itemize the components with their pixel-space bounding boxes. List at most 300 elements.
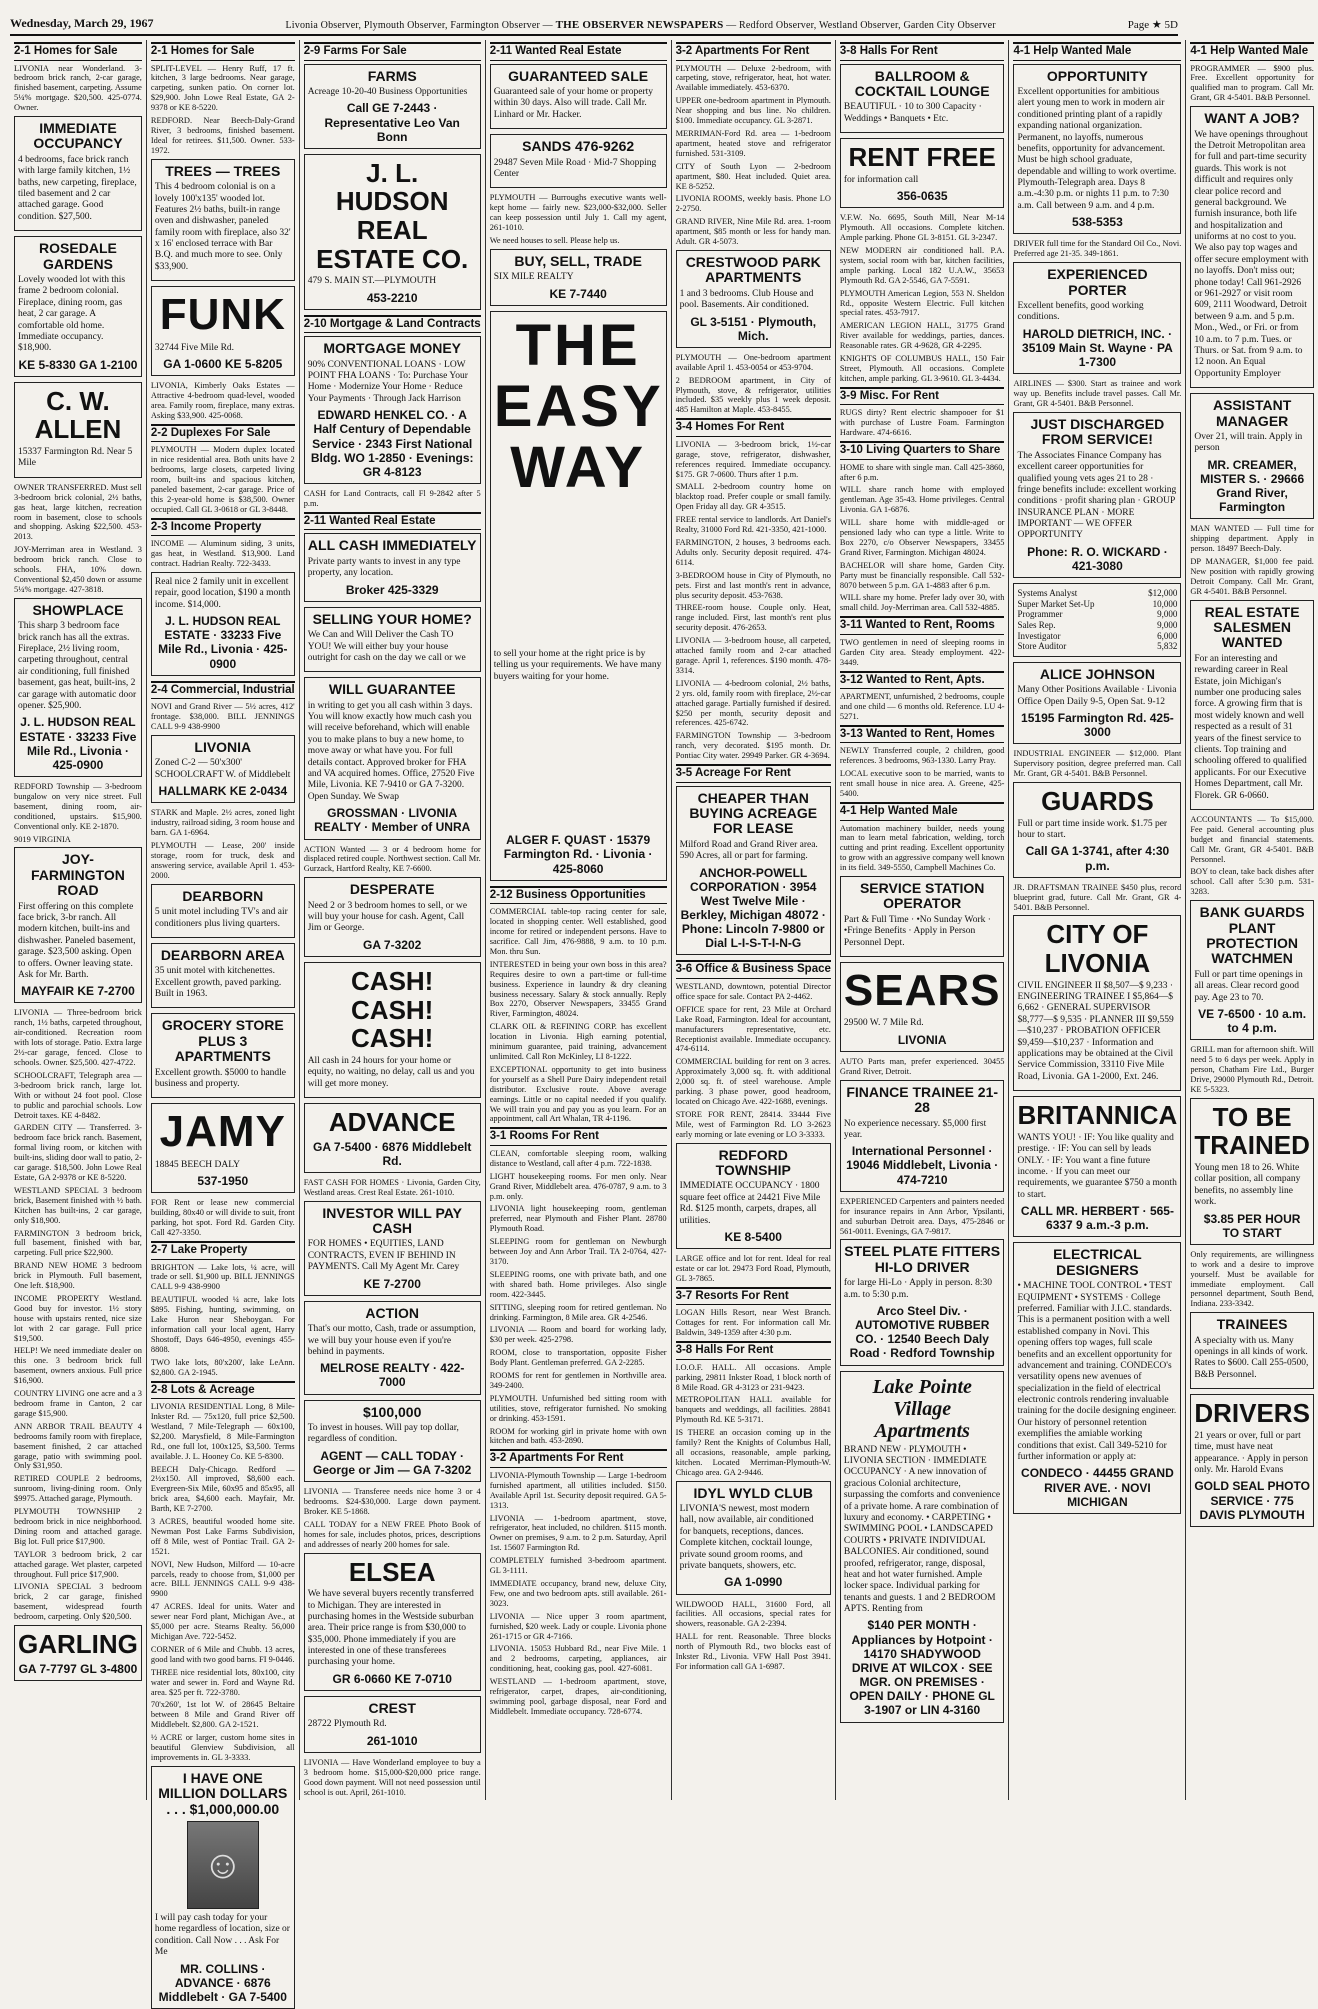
section-header: 2-3 Income Property bbox=[151, 518, 295, 537]
section-header: 4-1 Help Wanted Male bbox=[1013, 42, 1181, 61]
display-ad bbox=[304, 607, 481, 673]
section-header: 2-1 Homes for Sale bbox=[14, 42, 142, 61]
classified-ad: LOCAL executive soon to be married, wants to rent small house in nice area. A. Greene, 425-5400. bbox=[839, 769, 1005, 799]
display-ad bbox=[1013, 64, 1181, 235]
display-ad-contact: ALGER F. QUAST · 15379 Farmington Rd. · Livonia · 425-8060 bbox=[503, 833, 653, 876]
display-ad-body: BRAND NEW · PLYMOUTH • LIVONIA SECTION · IMMEDIATE OCCUPANCY · A new innovation of gracious Colonial architecture, surpassing the comforts and convenience of a private home. A rare combination of luxury and economy. • CARPETING • SWIMMING POOL • LANDSCAPED COURTS • PRIVATE INDIVIDUAL BALCONIES. Air conditioned, sound proofed, refrigerator, range, disposal, heat and hot water furnished. Ample locker space. Individual parking for tenants and guests. 1 and 2 BEDROOM APTS. Renting from bbox=[843, 1444, 1001, 1615]
display-ad-headline: ALL CASH IMMEDIATELY bbox=[307, 537, 477, 554]
classified-ad: ANN ARBOR TRAIL BEAUTY 4 bedrooms family room with fireplace, basement finished, 2 car attached garage, patio with swimming pool. Only $31,950. bbox=[14, 1421, 142, 1471]
display-ad bbox=[676, 786, 831, 956]
display-ad-body: Real nice 2 family unit in excellent repair, good location, $190 a month income. $14,000. bbox=[154, 576, 291, 610]
display-ad-headline: CASH! CASH! CASH! bbox=[351, 965, 434, 1054]
classified-ad: NEWLY Transferred couple, 2 children, good references. 3 bedrooms, 963-1330. Larry Pray. bbox=[839, 746, 1005, 766]
display-ad-headline: CREST bbox=[368, 1700, 416, 1717]
display-ad-body: Young men 18 to 26. White collar position, all company benefits, no assembly line work. bbox=[1194, 1162, 1301, 1208]
section-header: 3-7 Resorts For Rent bbox=[676, 1287, 831, 1306]
display-ad-headline: ELSEA bbox=[348, 1556, 436, 1587]
classified-ad: IS THERE an occasion coming up in the family? Rent the Knights of Columbus Hall, all occasions, reasonable, ample parking, kitchen. Located Merriman-Plymouth-W. Chicago area. GA 2-9446. bbox=[675, 1428, 831, 1477]
classified-ad: ACTION Wanted — 3 or 4 bedroom home for displaced retired couple. Northwest section. Call Mr. Gurzack, Hartford Realty, KE 7-6600. bbox=[303, 844, 481, 874]
display-ad-headline: FARMS bbox=[367, 67, 417, 84]
classified-ad: EXPERIENCED Carpenters and painters needed for insurance repairs in Ann Arbor, Ypsilanti, and suburban Detroit area. Days, 475-2846 or 561-0011. Evenings, GA 7-9817. bbox=[839, 1196, 1005, 1236]
classified-ad: PLYMOUTH — Burroughs executive wants well-kept home — fairly new. $23,000-$32,000. Seller can keep possession until July 1. Call my agent, 261-1010. bbox=[489, 193, 667, 233]
display-ad-headline: OPPORTUNITY bbox=[1046, 67, 1148, 84]
classified-ad: ROOM, close to transportation, opposite Fisher Body Plant. Gentleman preferred. GA 2-2285. bbox=[489, 1348, 667, 1368]
classified-ad: INDUSTRIAL ENGINEER — $12,000. Plant Supervisory position, degree preferred man. Call Mr. Grant, GR 4-5401. B&B Personnel. bbox=[1013, 749, 1182, 779]
display-ad-headline: FINANCE TRAINEE 21-28 bbox=[846, 1083, 999, 1116]
classified-ad: FARMINGTON, 2 houses, 3 bedrooms each. Adults only. Security deposit required. 474-6114. bbox=[675, 538, 831, 567]
section-header: 3-11 Wanted to Rent, Rooms bbox=[840, 616, 1005, 635]
display-ad bbox=[151, 286, 295, 376]
job-title: Sales Rep. bbox=[1017, 620, 1056, 631]
job-salary: $12,000 bbox=[1148, 588, 1178, 599]
display-ad-headline: DEARBORN AREA bbox=[160, 946, 285, 963]
display-ad-headline: IMMEDIATE OCCUPANCY bbox=[33, 120, 123, 152]
column-1 bbox=[10, 40, 147, 1800]
classified-ad: LIVONIA — 1-bedroom apartment, stove, refrigerator, heat included, no children. $115 month. Owner on premises, 9 a.m. to 2 p.m. Saturday, April 1st. 15607 Farmington Rd. bbox=[489, 1513, 667, 1553]
classified-ad: SCHOOLCRAFT, Telegraph area — 3-bedroom brick ranch, large lot. With or without 24 foot pool. Close to public and parochial schools. Low Detroit taxes. KE 4-8482. bbox=[14, 1070, 142, 1120]
classified-ad: LIVONIA — Nice upper 3 room apartment, furnished, $20 week. Lady or couple. Livonia phone 261-1715 or GR 4-7166. bbox=[489, 1611, 667, 1641]
display-ad-headline: RENT FREE bbox=[848, 142, 996, 173]
classified-ad: LIVONIA — Room and board for working lady, $30 per week. 425-2798. bbox=[489, 1325, 667, 1345]
classified-ad: FOR Rent or lease new commercial building, 80x40 or will divide to suit, front parking, hot spot. Ford Rd. Garden City. Call 427-3350. bbox=[150, 1198, 295, 1238]
display-ad bbox=[304, 336, 481, 484]
classified-ad: AIRLINES — $300. Start as trainee and work way up. Benefits include travel passes. Call Mr. Grant, GR 4-5401. B&B Personnel. bbox=[1013, 379, 1182, 409]
display-ad-vertical bbox=[490, 311, 667, 881]
section-header: 2-11 Wanted Real Estate bbox=[304, 512, 481, 531]
display-ad-headline: CRESTWOOD PARK APARTMENTS bbox=[685, 253, 821, 286]
display-ad-body: SIX MILE REALTY bbox=[493, 272, 574, 283]
display-ad bbox=[151, 1013, 295, 1098]
display-ad-body: for large Hi-Lo · Apply in person. 8:30 a.m. to 5:30 p.m. bbox=[843, 1278, 992, 1300]
classified-ad: LIVONIA. 15053 Hubbard Rd., near Five Mile. 1 and 2 bedrooms, carpeting, appliances, air conditioning, heat, cooking gas, pool. 427-6081. bbox=[489, 1644, 667, 1674]
classified-ad: APARTMENT, unfurnished, 2 bedrooms, couple and one child — 6 months old. Reference. LU 4-5271. bbox=[839, 692, 1005, 721]
display-ad bbox=[14, 847, 142, 1003]
classified-ad: RETIRED COUPLE 2 bedrooms, sunroom, living-dining room. Only $9975. Attached garage, Plymouth. bbox=[14, 1474, 142, 1504]
display-ad-contact: HAROLD DIETRICH, INC. · 35109 Main St. Wayne · PA 1-7300 bbox=[1022, 326, 1173, 370]
classified-ad: THREE-room house. Couple only. Heat, range included. First, last month's rent plus security deposit. 476-2653. bbox=[675, 603, 831, 633]
job-title: Investigator bbox=[1017, 630, 1061, 641]
display-ad-contact: GL 3-5151 · Plymouth, Mich. bbox=[690, 314, 817, 343]
classified-ad: AMERICAN LEGION HALL, 31775 Grand River available for weddings, parties, dances. Reasonable rates. GR 4-9628, GR 4-2295. bbox=[839, 321, 1005, 351]
display-ad bbox=[304, 1553, 481, 1691]
display-ad-body: Part & Full Time · •No Sunday Work · •Fringe Benefits · Apply in Person Personnel Dept. bbox=[843, 914, 991, 948]
display-ad bbox=[1190, 1394, 1314, 1527]
display-ad-headline: Lake Pointe Village Apartments bbox=[872, 1375, 972, 1442]
section-header: 2-7 Lake Property bbox=[151, 1241, 295, 1260]
classified-ad: PLYMOUTH — One-bedroom apartment available April 1. 453-0054 or 453-9704. bbox=[675, 352, 831, 372]
display-ad-contact: MAYFAIR KE 7-2700 bbox=[21, 984, 135, 999]
section-header: 4-1 Help Wanted Male bbox=[840, 802, 1005, 821]
job-salary: 5,832 bbox=[1157, 641, 1178, 652]
display-ad bbox=[1190, 900, 1314, 1040]
display-ad-headline: I HAVE ONE MILLION DOLLARS . . . $1,000,000.00 bbox=[158, 1769, 288, 1817]
classified-ad: INCOME — Aluminum siding, 3 units, gas heat, in Westland. $13,900. Land contract. Hadrian Realty. 722-3433. bbox=[150, 539, 295, 569]
display-ad-contact: Arco Steel Div. · AUTOMOTIVE RUBBER CO. · 12540 Beech Daly Road · Redford Township bbox=[849, 1303, 995, 1361]
display-ad-headline: TO BE TRAINED bbox=[1194, 1101, 1310, 1161]
display-ad bbox=[840, 962, 1005, 1052]
display-ad-headline: JOY-FARMINGTON ROAD bbox=[31, 851, 125, 899]
display-ad-contact: GROSSMAN · LIVONIA REALTY · Member of UNRA bbox=[314, 806, 471, 835]
display-ad-headline: SHOWPLACE bbox=[32, 601, 124, 618]
display-ad bbox=[840, 1371, 1005, 1723]
masthead-right-papers: Redford Observer, Westland Observer, Garden City Observer bbox=[739, 20, 996, 31]
classified-ad: 9019 VIRGINIA bbox=[14, 834, 71, 844]
display-ad-body: Excellent growth. $5000 to handle business and property. bbox=[154, 1067, 287, 1090]
classified-ad: REDFORD. Near Beech-Daly-Grand River, 3 bedrooms, finished basement. Ideal for retirees. $11,500. Owner. 533-1972. bbox=[150, 116, 295, 155]
job-title: Programmer bbox=[1017, 609, 1063, 620]
classified-ad: PLYMOUTH American Legion, 553 N. Sheldon Rd., opposite Western Electric. Full kitchen special rates. 453-7917. bbox=[839, 288, 1005, 318]
display-ad-contact: HALLMARK KE 2-0434 bbox=[158, 784, 288, 799]
display-ad-contact: CALL MR. HERBERT · 565-6337 9 a.m.-3 p.m. bbox=[1020, 1204, 1174, 1233]
display-ad-headline: SEARS bbox=[843, 966, 1001, 1015]
classified-columns bbox=[10, 40, 1314, 2004]
classified-ad: FAST CASH FOR HOMES · Livonia, Garden City, Westland areas. Crest Real Estate. 261-1010. bbox=[303, 1177, 481, 1197]
display-ad bbox=[151, 159, 295, 282]
display-ad-headline: FUNK bbox=[159, 290, 286, 340]
classified-ad: INCOME PROPERTY Westland. Good buy for investor. 1½ story house with upstairs rented, nice size lot with 2 car garage. Full price $19,500. bbox=[14, 1293, 142, 1343]
classified-ad: LIVONIA — 3-bedroom brick, 1½-car garage, stove, refrigerator, dishwasher, references required. Immediate occupancy. $175. GR 7-0600. Thurs after 1 p.m. bbox=[675, 439, 831, 479]
classified-ad: LIVONIA — Have Wonderland employee to buy a 3 bedroom home. $15,000-$20,000 price range. Good down payment. Will not need possession until school is out. April, 261-1010. bbox=[303, 1757, 481, 1797]
display-ad-body: For an interesting and rewarding career in Real Estate, join Michigan's number one producing sales force. A growing firm that is most widely known and well respected as a result of 31 years of the finest service to clients. Top training and schooling offered to qualified applicants. For our Executive Homes Department, call Mr. Florek. GR 6-0660. bbox=[1194, 653, 1307, 801]
display-ad bbox=[304, 962, 481, 1098]
classified-ad: RUGS dirty? Rent electric shampooer for $1 with purchase of Lustre Foam. Farmington Hardware. 474-6616. bbox=[839, 408, 1005, 438]
display-ad-body: Full or part time inside work. $1.75 per hour to start. bbox=[1017, 818, 1168, 841]
section-header: 3-10 Living Quarters to Share bbox=[840, 441, 1005, 460]
display-ad-body: FOR HOMES • EQUITIES, LAND CONTRACTS, EVEN IF BEHIND IN PAYMENTS. Call My Agent Mr. Carey bbox=[307, 1239, 460, 1273]
display-ad bbox=[151, 943, 295, 1009]
display-ad bbox=[840, 138, 1005, 208]
classified-ad: WILL share home with middle-aged or pensioned lady who can type a little. Write to Box 2270, c/o Observer Newspapers, 33455 Grand River, Farmington. Michigan 48024. bbox=[839, 518, 1005, 557]
classified-ad: PROGRAMMER — $900 plus. Free. Excellent opportunity for qualified man to program. Call Mr. Grant, GR 4-5401. B&B Personnel. bbox=[1190, 63, 1314, 103]
job-listing-table bbox=[1013, 583, 1181, 657]
display-ad-headline: SANDS 476-9262 bbox=[522, 138, 635, 155]
display-ad-body: Many Other Positions Available · Livonia Office Open Daily 9-5, Open Sat. 9-12 bbox=[1017, 685, 1177, 707]
display-ad bbox=[676, 250, 831, 348]
display-ad bbox=[14, 236, 142, 377]
column-5 bbox=[672, 40, 836, 1800]
display-ad-body: in writing to get you all cash within 3 days. You will know exactly how much cash you will receive beforehand, which will enable you to make plans to buy a new home, to move away or what have you. For full details contact. Approved broker for FHA and VA acquired homes. Office, 27520 Five Mile, Livonia. KE 7-9410 or GA 7-3200. Open Sunday. We Swap bbox=[307, 700, 475, 802]
display-ad-headline: ADVANCE bbox=[328, 1106, 456, 1137]
classified-ad: BOY to clean, take back dishes after school. Call after 5:30 p.m. 531-3283. bbox=[1190, 867, 1314, 897]
classified-ad: SITTING, sleeping room for retired gentleman. No drinking. Farmington, 8 Mile area. GR 4-2546. bbox=[489, 1302, 667, 1322]
display-ad-headline: JUST DISCHARGED FROM SERVICE! bbox=[1030, 415, 1165, 448]
job-listing-row bbox=[1017, 609, 1177, 620]
classified-ad: PLYMOUTH — Lease, 200' inside storage, room for truck, desk and answering service, available April 1. 453-2000. bbox=[150, 841, 295, 880]
display-ad-headline: ALICE JOHNSON bbox=[1039, 665, 1155, 682]
job-title: Super Market Set-Up bbox=[1017, 598, 1095, 609]
section-header: 3-5 Acreage For Rent bbox=[676, 764, 831, 783]
advertiser-photo bbox=[187, 1821, 259, 1909]
display-ad-headline: ROSEDALE GARDENS bbox=[39, 240, 117, 272]
classified-ad: LIVONIA — 3-bedroom house, all carpeted, attached family room and 2-car attached garage. April 1, references. $190 month. 478-3314. bbox=[675, 636, 831, 675]
display-ad-body: No experience necessary. $5,000 first year. bbox=[843, 1118, 987, 1140]
display-ad-headline: JAMY bbox=[159, 1107, 286, 1157]
classified-ad: BEECH Daly-Chicago. Redford — 2½x150. All improved, $8,600 each. Evergreen-Six Mile, 60x95 and 85x95, all brick area, $4,600 each. Mayfair, Mr. Barth, KE 7-2700. bbox=[150, 1464, 295, 1514]
section-header: 3-6 Office & Business Space bbox=[676, 960, 831, 979]
classified-ad: NOVI, New Hudson, Milford — 10-acre parcels, ready to choose from, $1,000 per acre. BILL JENNINGS CALL 9-9 438-9900 bbox=[150, 1559, 295, 1599]
display-ad-contact: MR. CREAMER, MISTER S. · 29666 Grand River, Farmington bbox=[1200, 457, 1305, 515]
display-ad bbox=[151, 735, 295, 803]
classified-ad: CASH for Land Contracts, call Fl 9-2842 after 5 p.m. bbox=[303, 489, 481, 508]
display-ad-headline: GUARANTEED SALE bbox=[508, 67, 649, 84]
classified-ad: OWNER TRANSFERRED. Must sell 3-bedroom brick colonial, 2½ baths, gas heat, large kitchen, recreation room in basement, close to schools and shopping. Asking $22,500. 453-2013. bbox=[14, 482, 142, 542]
display-ad-contact: J. L. HUDSON REAL ESTATE · 33233 Five Mile Rd., Livonia · 425-0900 bbox=[158, 614, 288, 671]
classified-ad: WILL share ranch home with employed gentleman. Age 35-43. Home privileges. Central Livonia. GA 1-6876. bbox=[839, 485, 1005, 515]
display-ad bbox=[1190, 1098, 1314, 1245]
display-ad-body: 479 S. MAIN ST.—PLYMOUTH bbox=[307, 276, 437, 287]
display-ad-headline: ASSISTANT MANAGER bbox=[1212, 397, 1292, 429]
classified-ad: 47 ACRES. Ideal for units. Water and sewer near Ford plant, Michigan Ave., at $5,000 per acre. Stearns Realty. 56,000 Michigan Ave. 722-5452. bbox=[150, 1602, 295, 1642]
classified-ad: OFFICE space for rent, 23 Mile at Orchard Lake Road, Farmington. Ideal for accountant, manufacturers representative, etc. Receptionist available. Immediate occupancy. 474-6114. bbox=[675, 1004, 831, 1054]
display-ad bbox=[304, 533, 481, 601]
display-ad-body: 21 years or over, full or part time, must have neat appearance. · Apply in person only. Mr. Harold Evans bbox=[1194, 1430, 1309, 1475]
display-ad-headline: BUY, SELL, TRADE bbox=[514, 252, 642, 269]
classified-ad: TWO gentlemen in need of sleeping rooms in Garden City area. Steady employment. 422-3449. bbox=[839, 637, 1005, 667]
display-ad-contact: MELROSE REALTY · 422-7000 bbox=[320, 1361, 465, 1390]
classified-ad: LIVONIA, Kimberly Oaks Estates — Attractive 4-bedroom quad-level, wooded area. Family room, fireplace, many extras. Asking $33,900. 425-0068. bbox=[150, 381, 295, 420]
classified-ad: ROOMS for rent for gentlemen in Northville area. 349-2400. bbox=[489, 1371, 667, 1390]
display-ad-headline: EXPERIENCED PORTER bbox=[1047, 266, 1148, 298]
display-ad-contact: 15195 Farmington Rd. 425-3000 bbox=[1021, 711, 1174, 740]
classified-ad: WESTLAND SPECIAL 3 bedroom brick, Basement finished with ½ bath. Kitchen has built-ins, 2 car garage, only $18,900. bbox=[14, 1185, 142, 1225]
display-ad bbox=[1190, 600, 1314, 810]
section-header: 2-9 Farms For Sale bbox=[304, 42, 481, 61]
section-header: 3-2 Apartments For Rent bbox=[490, 1449, 667, 1468]
display-ad-headline: J. L. HUDSON REAL ESTATE CO. bbox=[316, 157, 469, 274]
display-ad-body: 28722 Plymouth Rd. bbox=[307, 1719, 387, 1730]
job-salary: 10,000 bbox=[1152, 598, 1178, 609]
classified-ad: LIVONIA ROOMS, weekly basis. Phone LO 2-2750. bbox=[675, 194, 831, 214]
display-ad bbox=[14, 1625, 142, 1681]
display-ad-body: to sell your home at the right price is by telling us your requirements. We have many buyers waiting for your home. bbox=[493, 648, 662, 682]
display-ad-headline: GUARDS bbox=[1041, 786, 1154, 817]
classified-ad: LOGAN Hills Resort, near West Branch. Cottages for rent. For information call Mr. Baldwin, 349-1359 after 4:30 p.m. bbox=[675, 1308, 831, 1338]
display-ad-headline: REDFORD TOWNSHIP bbox=[715, 1146, 791, 1179]
display-ad-contact: LIVONIA bbox=[897, 1032, 947, 1047]
classified-ad: COUNTRY LIVING one acre and a 3 bedroom frame in Canton, 2 car garage $15,900. bbox=[14, 1389, 142, 1418]
classified-ad: MERRIMAN-Ford Rd. area — 1-bedroom apartment, heated stove and refrigerator furnished. 531-3109. bbox=[675, 129, 831, 158]
classified-ad: THREE nice residential lots, 80x100, city water and sewer in. Ford and Wayne Rd. area. $25 per ft. 722-3780. bbox=[150, 1667, 295, 1697]
display-ad-body: The Associates Finance Company has excellent career opportunities for qualified young vets ages 21 to 28 · fringe benefits include: excellent working conditions · profit sharing plan · GROUP INSURANCE PLAN · MORE IMPORTANT — WE OFFER OPPORTUNITY bbox=[1017, 450, 1177, 541]
issue-date: Wednesday, March 29, 1967 bbox=[10, 16, 154, 30]
display-ad-contact: GA 1-0600 KE 5-8205 bbox=[163, 357, 283, 372]
display-ad-contact: $3.85 PER HOUR TO START bbox=[1203, 1211, 1301, 1240]
display-ad-body: We have openings throughout the Detroit Metropolitan area for full and part-time security guards. This work is not difficult and requires only clear police record and general background. We furnish insurance, both life and hospitalization and uniforms at no cost to you. We also pay top wages and offer secure employment with no layoffs. Don't miss out; phone today! Call 961-2926 or 961-2927 or visit room 609, 2111 Woodward, Detroit between 9 a.m. and 5 p.m. Mon., Wed., or Fri. or from 10 a.m. to 7 p.m. Tues. or Thurs. or Sat. from 9 a.m. to 12 noon. An Equal Opportunity Employer bbox=[1194, 129, 1309, 379]
display-ad-body: LIVONIA'S newest, most modern hall, now available, air conditioned for banquets, receptions, dances. Complete kitchen, cocktail lounge, private sound groom rooms, and private banquets, showers, etc. bbox=[679, 1504, 814, 1572]
display-ad-contact: 538-5353 bbox=[1072, 215, 1123, 230]
classified-ad: LIVONIA-Plymouth Township — Large 1-bedroom furnished apartment, all utilities included. $150. Available April 1st. Security deposit required. GA 5-1313. bbox=[489, 1470, 667, 1510]
display-ad-contact: VE 7-6500 · 10 a.m. to 4 p.m. bbox=[1198, 1006, 1307, 1036]
display-ad-contact: J. L. HUDSON REAL ESTATE · 33233 Five Mile Rd., Livonia · 425-0900 bbox=[19, 715, 137, 772]
display-ad bbox=[1013, 1242, 1181, 1514]
classified-ad: BRAND NEW HOME 3 bedroom brick in Plymouth. Full basement, One left. $18,900. bbox=[14, 1261, 142, 1291]
column-2 bbox=[147, 40, 300, 2004]
display-ad-headline: CITY OF LIVONIA bbox=[1044, 919, 1151, 979]
display-ad-contact: GOLD SEAL PHOTO SERVICE · 775 DAVIS PLYMOUTH bbox=[1194, 1479, 1310, 1522]
display-ad-body: 90% CONVENTIONAL LOANS · LOW POINT FHA LOANS · To: Purchase Your Home · Modernize Your Home · Reduce Your Payments · Through Jack Harrison bbox=[307, 359, 468, 404]
display-ad-headline: BALLROOM & COCKTAIL LOUNGE bbox=[854, 67, 990, 99]
display-ad bbox=[151, 1766, 295, 2009]
classified-ad: WESTLAND — 1-bedroom apartment, stove, refrigerator, carpet, drapes, air-conditioning, swimming pool, garbage disposal, near Ford and Middlebelt. Immediate occupancy. 728-6774. bbox=[489, 1677, 667, 1716]
display-ad-contact: GR 6-0660 KE 7-0710 bbox=[332, 1671, 452, 1686]
display-ad-body: WANTS YOU! · IF: You like quality and prestige. · IF: You can sell by leads ONLY. · IF: You want a fine future income. · If you can meet our requirements, we guarantee $750 a month to start. bbox=[1017, 1132, 1177, 1200]
display-ad bbox=[676, 1481, 831, 1595]
classified-ad: HALL for rent. Reasonable. Three blocks north of Plymouth Rd., two blocks east of Inkster Rd., Livonia. VFW Hall Post 3941. For information call GA 1-6987. bbox=[675, 1632, 831, 1671]
section-header: 2-2 Duplexes For Sale bbox=[151, 424, 295, 443]
classified-ad: KNIGHTS OF COLUMBUS HALL, 150 Fair Street, Plymouth. All occasions. Complete kitchen, ample parking. GL 3-9610. GL 3-4434. bbox=[839, 354, 1005, 383]
display-ad bbox=[304, 64, 481, 149]
display-ad-body: This 4 bedroom colonial is on a lovely 100'x135' wooded lot. Features 2½ baths, built-in range oven and dishwasher, paneled family room with fireplace, also 32' x 16' enclosed terrace with Bar B.Q. and much more to see. Only $33,900. bbox=[154, 182, 291, 272]
section-header: 2-11 Wanted Real Estate bbox=[490, 42, 667, 61]
column-3 bbox=[300, 40, 486, 1800]
classified-ad: 3 ACRES, beautiful wooded home site. Newman Post Lake Farms Subdivision, off 8 Mile, west of Pontiac Trail. GA 2-1521. bbox=[150, 1517, 295, 1556]
classified-ad: PLYMOUTH TOWNSHIP 2 bedroom brick in nice neighborhood. Dining room and attached garage. Big lot. Full price $17,900. bbox=[14, 1507, 142, 1546]
display-ad-body: To invest in houses. Will pay top dollar, regardless of condition. bbox=[307, 1423, 459, 1445]
classified-ad: BRIGHTON — Lake lots, ¼ acre, will trade or sell. $1,900 up. BILL JENNINGS CALL 9-9 438-9900 bbox=[150, 1262, 295, 1292]
display-ad-headline: IDYL WYLD CLUB bbox=[693, 1484, 813, 1501]
column-7 bbox=[1009, 40, 1186, 1800]
person-icon: ☺ bbox=[202, 1842, 244, 1888]
display-ad bbox=[304, 1400, 481, 1482]
classified-ad: LIVONIA SPECIAL 3 bedroom brick, 2 car garage, finished basement, widespread fourth bedroom, carpeting. Only $20,500. bbox=[14, 1582, 142, 1622]
display-ad-body: Guaranteed sale of your home or property within 30 days. Also will trade. Call Mr. Linhard or Mr. Hacker. bbox=[493, 86, 654, 120]
display-ad-body: CIVIL ENGINEER II $8,507—$ 9,233 · ENGINEERING TRAINEE I $5,864—$ 6,662 · GENERAL SUPERVISOR $8,777—$ 9,535 · PLANNER III $9,559—$10,237 · PROBATION OFFICER $9,459—$10,237 · Information and applications may be obtained at the Civil Service Commission, 33110 Five Mile Road, Livonia. GA 1-2000, Ext. 246. bbox=[1017, 980, 1174, 1082]
column-6 bbox=[836, 40, 1010, 1800]
classified-ad: AUTO Parts man, prefer experienced. 30455 Grand River, Detroit. bbox=[839, 1056, 1005, 1076]
display-ad-body: A specialty with us. Many openings in all kinds of work. Rates to $600. Call 255-0500, B&B Personnel. bbox=[1194, 1335, 1309, 1380]
display-ad-contact: 356-0635 bbox=[896, 189, 948, 204]
job-listing-row bbox=[1017, 620, 1177, 631]
display-ad-headline: C. W. ALLEN bbox=[34, 385, 122, 445]
classified-ad: DRIVER full time for the Standard Oil Co., Novi. Preferred age 21-35. 349-1861. bbox=[1013, 239, 1182, 259]
display-ad-headline: LIVONIA bbox=[194, 739, 252, 756]
classified-ad: PLYMOUTH — Deluxe 2-bedroom, with carpeting, stove, refrigerator, heat, hot water. Available immediately. 453-6370. bbox=[675, 63, 831, 93]
classified-ad: SMALL 2-bedroom country home on blacktop road. Prefer couple or small family. Open Friday all day. GR 4-3515. bbox=[675, 482, 831, 512]
display-ad-contact: ANCHOR-POWELL CORPORATION · 3954 West Twelve Mile · Berkley, Michigan 48072 · Phone: Lincoln 7-9800 or Dial L-I-S-T-I-N-G bbox=[680, 865, 826, 951]
display-ad bbox=[1013, 915, 1181, 1091]
display-ad-headline: DEARBORN bbox=[182, 887, 264, 904]
job-listing-row bbox=[1017, 641, 1177, 652]
classified-ad: GARDEN CITY — Transferred. 3-bedroom face brick ranch. Basement, formal living room, or kitchen with built-ins, sliding door wall to patio, 2-car garage. $18,500. John Lowe Real Estate, GA 2-9378 or KE 8-5220. bbox=[14, 1123, 142, 1182]
classified-ad: GRAND RIVER, Nine Mile Rd. area. 1-room apartment, $85 month or less for handy man. Adult. GR 4-5073. bbox=[675, 217, 831, 247]
classified-ad: LIGHT housekeeping rooms. For men only. Near Grand River, Middlebelt area. 476-0787, 9 a.m. to 3 p.m. only. bbox=[489, 1171, 667, 1201]
section-header: 2-1 Homes for Sale bbox=[151, 42, 295, 61]
section-header: 2-4 Commercial, Industrial bbox=[151, 681, 295, 700]
display-ad-body: 29500 W. 7 Mile Rd. bbox=[843, 1018, 924, 1029]
masthead-center: Livonia Observer, Plymouth Observer, Farmington Observer — THE OBSERVER NEWSPAPERS — Redford Observer, Westland Observer, Garden City Observer bbox=[285, 19, 996, 31]
display-ad-contact: Broker 425-3329 bbox=[345, 582, 439, 597]
page-number: Page ★ 5D bbox=[1127, 19, 1178, 31]
classified-ad: STORE FOR RENT, 28414. 33444 Five Mile, west of Farmington Rd. LO 3-2623 early morning or late evening or LO 3-3333. bbox=[675, 1109, 831, 1139]
section-header: 3-9 Misc. For Rent bbox=[840, 387, 1005, 406]
classified-ad: CLARK OIL & REFINING CORP. has excellent location in Livonia. High earning potential, minimum guarantee, paid training, advancement unlimited. Call Ron McKinley, LI 8-1222. bbox=[489, 1022, 667, 1062]
display-ad-headline: WILL GUARANTEE bbox=[328, 681, 456, 698]
classified-ad: TAYLOR 3 bedroom brick, 2 car attached garage. Wet plaster, carpeted throughout. Full price $17,900. bbox=[14, 1549, 142, 1579]
masthead bbox=[10, 8, 1178, 36]
display-ad-body: IMMEDIATE OCCUPANCY · 1800 square feet office at 24421 Five Mile Rd. $125 month, carpets, drapes, all utilities. bbox=[679, 1181, 821, 1226]
display-ad-headline: SERVICE STATION OPERATOR bbox=[859, 880, 985, 912]
display-ad-body: We have several buyers recently transferred to Michigan. They are interested in purchasing homes in the Westside suburban area. Their price range is from $30,000 to $35,000. Phone immediately if you are interested in one of these transferees purchasing your home. bbox=[307, 1589, 474, 1668]
display-ad-body: Excellent opportunities for ambitious alert young men to work in modern air conditioned printing plant of a rapidly expanding national organization. Permanent, no layoffs, numerous benefits, opportunity for advancement. Must be high school graduate, dependable and willing to work overtime. Plymouth-Telegraph area. Days 8 a.m.-4:30 p.m. or nights 11 p.m. to 7:30 a.m. Call between 9 a.m. and 4 p.m. bbox=[1017, 86, 1177, 211]
section-header: 3-13 Wanted to Rent, Homes bbox=[840, 725, 1005, 744]
display-ad-contact: MR. COLLINS · ADVANCE · 6876 Middlebelt · GA 7-5400 bbox=[158, 1961, 287, 2004]
classified-ad: LIVONIA near Wonderland. 3-bedroom brick ranch, 2-car garage, finished basement, carpeting. Assume 5¼% mortgage. $20,500. 425-0774. Owner. bbox=[14, 63, 142, 113]
classified-ad: LIVONIA — Three-bedroom brick ranch, 1½ baths, carpeted throughout, air-conditioned. Recreation room with lots of storage. Patio. Extra large 2½-car garage, fenced. Close to schools. Owner. $25,500. 427-4722. bbox=[14, 1008, 142, 1067]
display-ad bbox=[840, 64, 1005, 134]
section-header: 3-4 Homes For Rent bbox=[676, 418, 831, 437]
classified-ad: CALL TODAY for a NEW FREE Photo Book of homes for sale, includes photos, prices, descriptions and addresses of nearly 200 homes for sale. bbox=[303, 1519, 481, 1549]
classified-ad: ½ ACRE or larger, custom home sites in beautiful Glenview Subdivision, all improvements in. GL 3-3333. bbox=[150, 1733, 295, 1762]
display-ad-contact: 453-2210 bbox=[366, 290, 418, 305]
classified-ad: HELP! We need immediate dealer on this one. 3 bedroom brick full basement, owners anxious. Full price $16,900. bbox=[14, 1346, 142, 1386]
classified-ad: NOVI and Grand River — 5½ acres, 412' frontage. $38,000. BILL JENNINGS CALL 9-9 438-9900 bbox=[150, 702, 295, 732]
display-ad-body: Lovely wooded lot with this frame 2 bedroom colonial. Fireplace, dining room, gas heat, 2 car garage. A comfortable old home. Immediate occupancy. $18,900. bbox=[18, 275, 126, 354]
display-ad bbox=[676, 1143, 831, 1250]
classified-ad: LARGE office and lot for rent. Ideal for real estate or car lot. 29473 Ford Road, Plymouth, GL 3-7865. bbox=[675, 1254, 831, 1283]
display-ad bbox=[304, 1103, 481, 1173]
display-ad-contact: GA 1-0990 bbox=[724, 1575, 783, 1590]
display-ad-contact: AGENT — CALL TODAY · George or Jim — GA 7-3202 bbox=[313, 1448, 472, 1477]
classified-ad: CLEAN, comfortable sleeping room, walking distance to Westland, call after 4 p.m. 722-1838. bbox=[489, 1148, 667, 1168]
display-ad-headline: DRIVERS bbox=[1194, 1398, 1310, 1429]
display-ad-headline: THE EASY WAY bbox=[493, 312, 664, 500]
display-ad bbox=[304, 677, 481, 839]
display-ad-contact: EDWARD HENKEL CO. · A Half Century of Dependable Service · 2343 First National Bldg. WO 1-2850 · Evenings: GR 4-8123 bbox=[310, 408, 474, 479]
display-ad-contact: GA 7-5400 · 6876 Middlebelt Rd. bbox=[313, 1139, 472, 1168]
display-ad-body: All cash in 24 hours for your home or equity, no waiting, no delay, call us and you will get more money. bbox=[307, 1055, 475, 1089]
display-ad-contact: 261-1010 bbox=[366, 1733, 418, 1748]
display-ad bbox=[1013, 1096, 1181, 1237]
display-ad-body: Zoned C-2 — 50'x300' SCHOOLCRAFT W. of Middlebelt bbox=[154, 758, 291, 780]
display-ad-body: • MACHINE TOOL CONTROL • TEST EQUIPMENT • SYSTEMS · College preferred. Familiar with J.I.C. standards. This is a permanent position with a well established company in Novi. This opening offers top wages, full scale benefits and an excellent opportunity for advancement and training. CONDECO's versatility opens new avenues of specialization in the field of electrical electronic controls rendering invaluable training for the docile designing engineer. Our history of personnel retention exemplifies the amiable working conditions that exist. Call 349-5210 for further information or apply at: bbox=[1017, 1281, 1177, 1463]
display-ad-body: 18845 BEECH DALY bbox=[154, 1159, 240, 1170]
display-ad-headline: TREES — TREES bbox=[165, 162, 281, 179]
classified-ad: FREE rental service to landlords. Art Daniel's Realty, 31000 Ford Rd. 421-3350, 421-1000. bbox=[675, 515, 831, 535]
classified-ad: WESTLAND, downtown, potential Director office space for sale. Contact PA 2-4462. bbox=[675, 982, 831, 1001]
column-4 bbox=[486, 40, 672, 1800]
classified-ad: REDFORD Township — 3-bedroom bungalow on very nice street. Full basement, dining room, air-conditioned, upstairs. $15,900. Conventional only. KE 2-1870. bbox=[14, 781, 142, 831]
classified-ad: SLEEPING room for gentleman on Newburgh between Joy and Ann Arbor Trail. TA 2-0764, 427-3170. bbox=[489, 1237, 667, 1266]
display-ad-headline: TRAINEES bbox=[1216, 1316, 1288, 1333]
classified-ad: I.O.O.F. HALL. All occasions. Ample parking, 29811 Inkster Road, 1 block north of 8 Mile Road. GR 4-3123 or 231-9423. bbox=[675, 1362, 831, 1392]
classified-ad: WILDWOOD HALL, 31600 Ford, all facilities. All occasions, special rates for showers, reasonable. GA 2-2394. bbox=[675, 1599, 831, 1629]
display-ad-body: 5 unit motel including TV's and air conditioners plus living quarters. bbox=[154, 907, 288, 929]
masthead-left-papers: Livonia Observer, Plymouth Observer, Farmington Observer bbox=[285, 20, 540, 31]
classified-ad: LIVONIA light housekeeping room, gentleman preferred, near Plymouth and Fisher Plant. 28780 Plymouth Road. bbox=[489, 1204, 667, 1234]
classified-ad: CORNER of 6 Mile and Chubb. 13 acres, good land with two good barns. FI 9-0446. bbox=[150, 1644, 295, 1664]
display-ad bbox=[304, 1301, 481, 1395]
section-header: 3-12 Wanted to Rent, Apts. bbox=[840, 671, 1005, 690]
classified-ad: 70'x260', 1st lot W. of 28645 Beltaire between 8 Mile and Grand River off Middlebelt. $2,800. GA 2-1521. bbox=[150, 1700, 295, 1730]
classified-ad: WILL share my home. Prefer lady over 30, with small child. Joy-Merriman area. Call 532-4885. bbox=[839, 593, 1005, 613]
display-ad bbox=[151, 1103, 295, 1193]
display-ad-headline: STEEL PLATE FITTERS HI-LO DRIVER bbox=[844, 1243, 1001, 1275]
display-ad-contact: CONDECO · 44455 GRAND RIVER AVE. · NOVI MICHIGAN bbox=[1021, 1466, 1174, 1509]
display-ad bbox=[840, 876, 1005, 957]
job-listing-row bbox=[1017, 631, 1177, 642]
classified-ad: IMMEDIATE occupancy, brand new, deluxe City, Few, one and two bedroom apts. still available. 261-3023. bbox=[489, 1579, 667, 1608]
section-header: 3-1 Rooms For Rent bbox=[490, 1127, 667, 1146]
classified-ad: JOY-Merriman area in Westland. 3 bedroom brick ranch. Close to schools. FHA, 10% down. Conventional $2,450 down or assume 5¼% mortgage. 427-3818. bbox=[14, 545, 142, 594]
display-ad-body: 35 unit motel with kitchenettes. Excellent growth, paved parking. Built in 1963. bbox=[154, 966, 282, 1000]
classified-ad: DP MANAGER, $1,000 fee paid. New position with rapidly growing Detroit Company. Call Mr. Grant, GR 4-5401. B&B Personnel. bbox=[1190, 557, 1314, 596]
classified-ad: BACHELOR will share home, Garden City. Party must be financially responsible. Call 532-8070 between 5 p.m. GA 1-4883 after 6 p.m. bbox=[839, 560, 1005, 590]
display-ad bbox=[304, 877, 481, 957]
display-ad-headline: INVESTOR WILL PAY CASH bbox=[322, 1204, 462, 1237]
display-ad-body: Acreage 10-20-40 Business Opportunities bbox=[307, 86, 468, 97]
display-ad-headline: GARLING bbox=[18, 1629, 138, 1660]
classified-ad: Automation machinery builder, needs young man to learn metal fabrication, welding, torch cutting and print reading. Excellent opportunity to grow with an aggressive company well known in its field. 349-5550, Campbell Machines Co. bbox=[839, 823, 1005, 873]
